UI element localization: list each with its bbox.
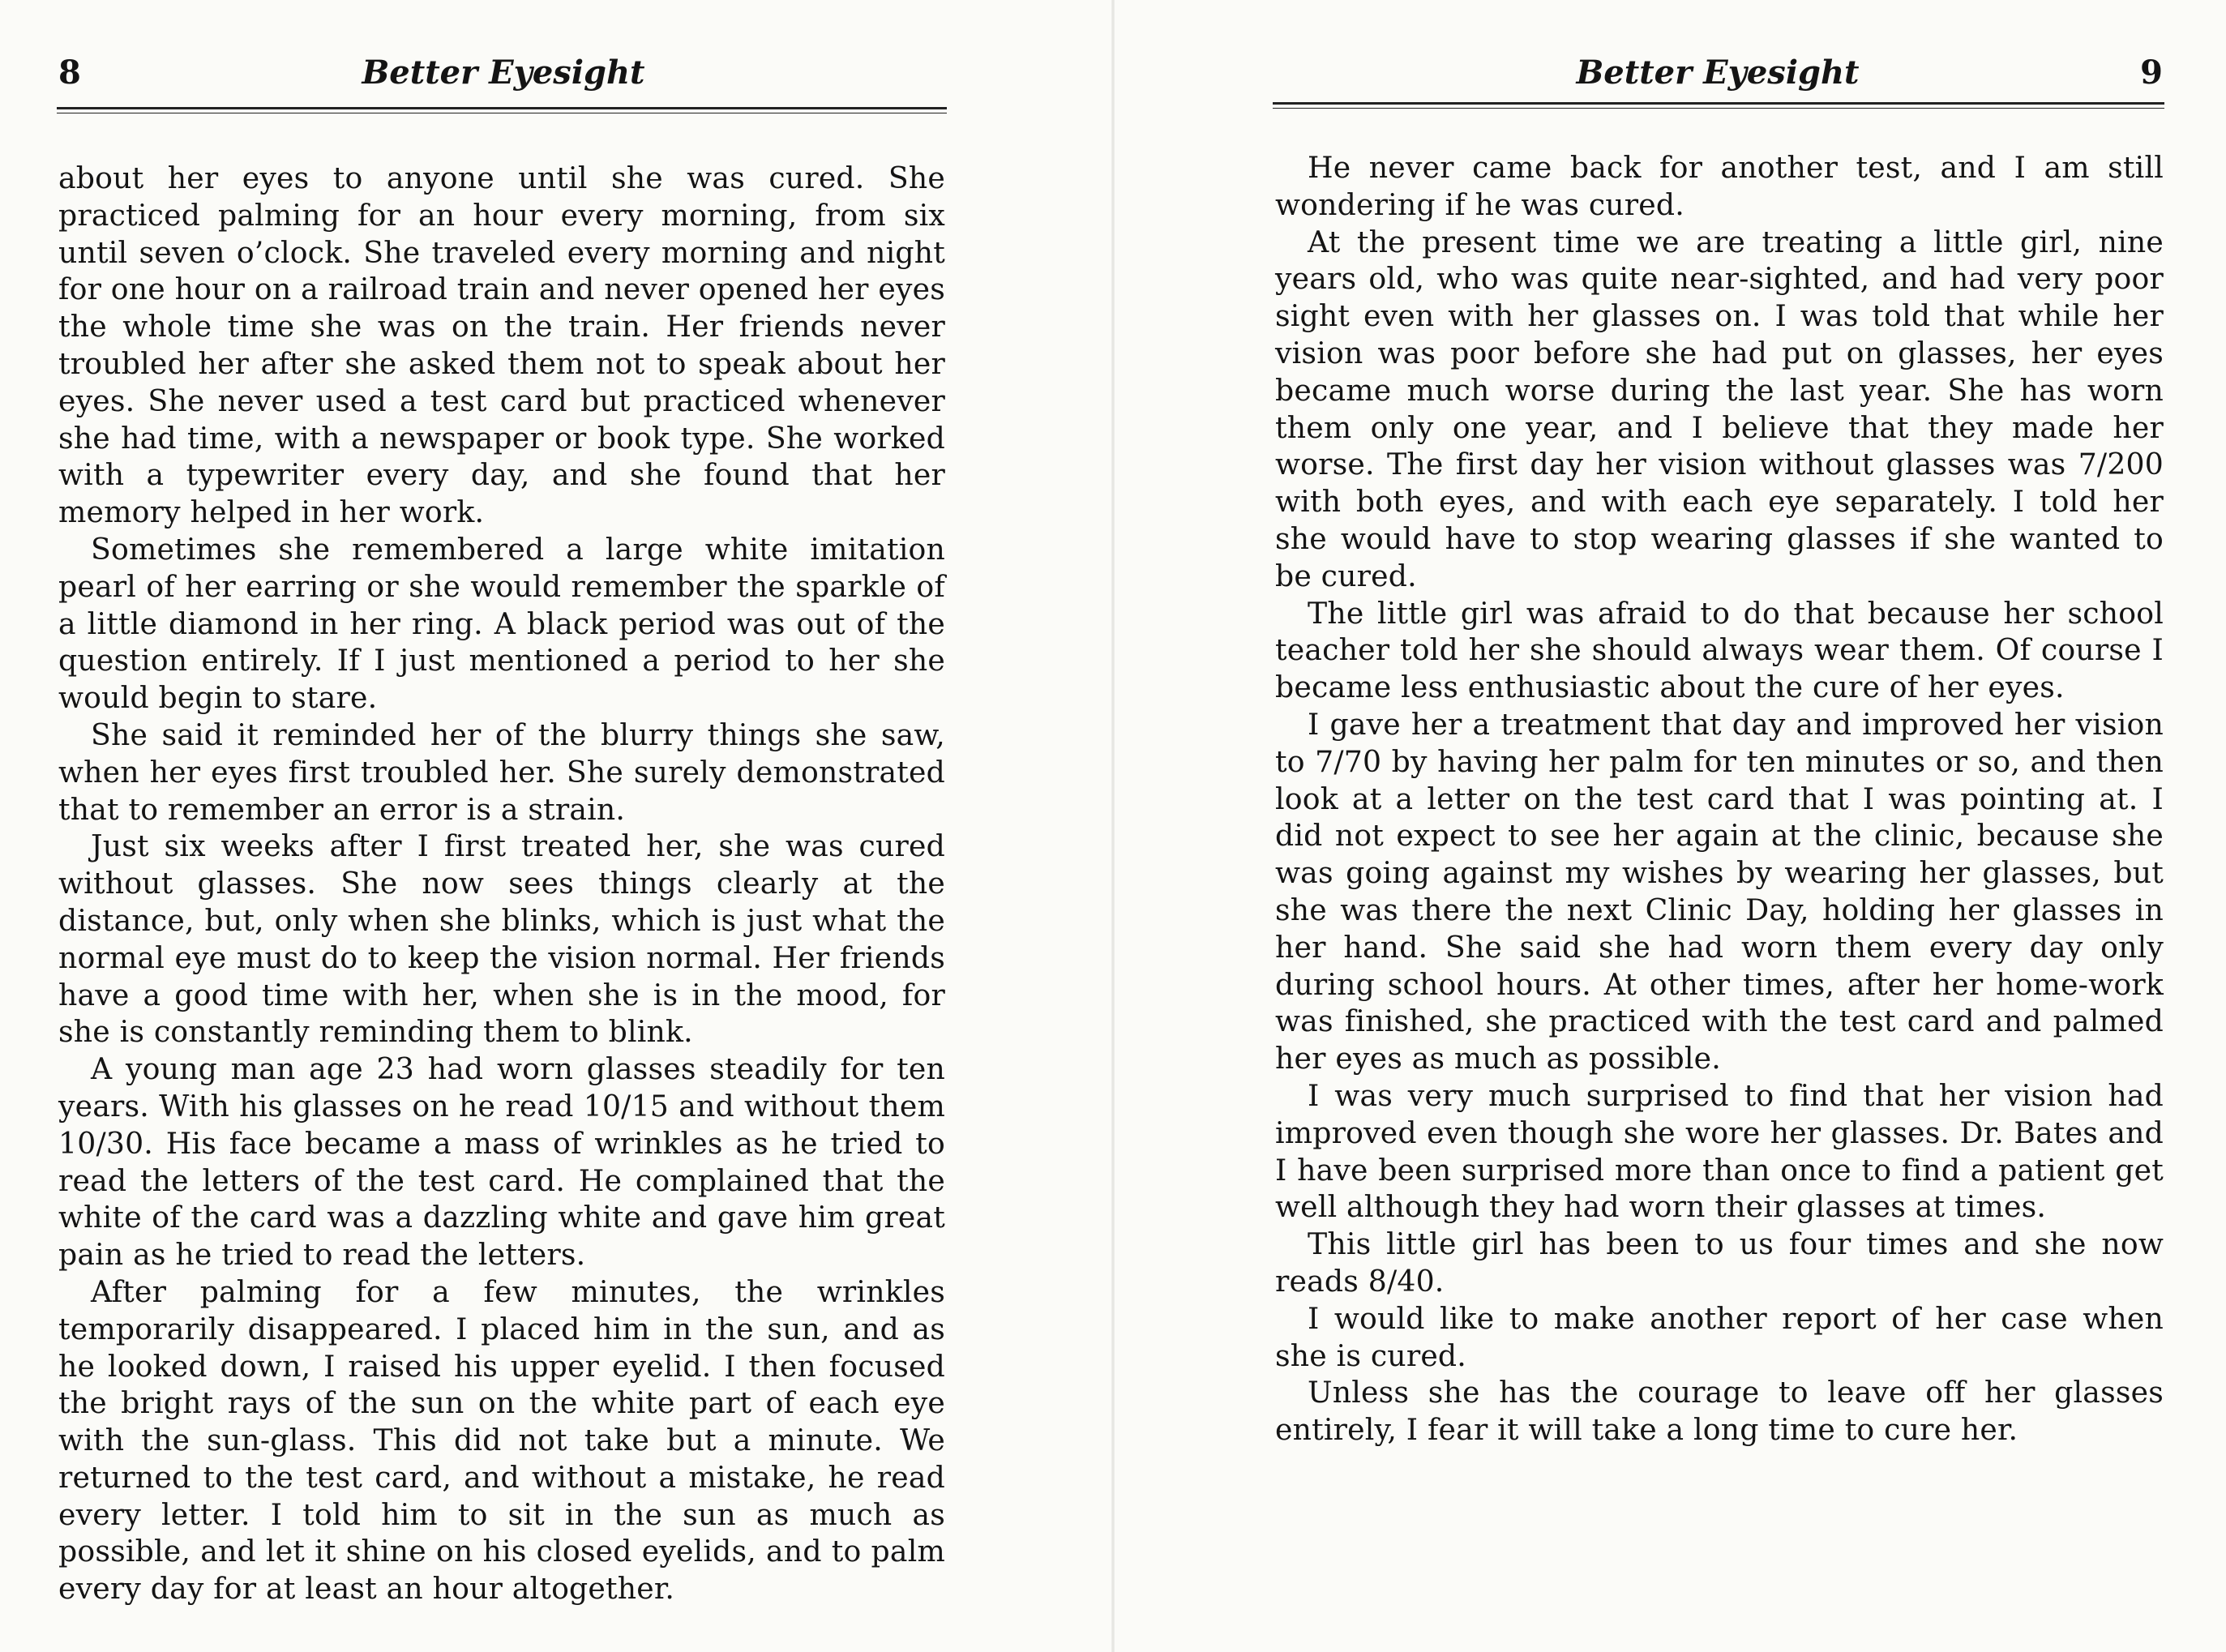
left-page-header bbox=[58, 50, 948, 107]
paragraph: Just six weeks after I first treated her, she was cured without glasses. She now sees things clearly at the distance, but, only when she blinks, which is just what the normal eye must do to keep the vision normal. Her friends have a good time with her, when she is in the mood, for she is constantly reminding them to blink. bbox=[58, 828, 945, 1050]
paragraph: The little girl was afraid to do that because her school teacher told her she should always wear them. Of course I became less enthusiastic about the cure of her eyes. bbox=[1275, 595, 2164, 705]
paragraph: He never came back for another test, and I am still wondering if he was cured. bbox=[1275, 150, 2164, 222]
header-rule bbox=[1273, 102, 2164, 109]
running-title: Better Eyesight bbox=[362, 53, 645, 92]
paragraph: I gave her a treatment that day and improved her vision to 7/70 by having her palm for ten minutes or so, and then look at a letter on the test card that I was pointing at. I did not expect to see her again at the clinic, because she was going against my wishes by wearing her glasses, but she was there the next Clinic Day, holding her glasses in her hand. She said she had worn them every day only during school hours. At other times, after her home-work was finished, she practiced with the test card and palmed her eyes as much as possible. bbox=[1275, 706, 2164, 1076]
right-page-header bbox=[1273, 50, 2163, 107]
paragraph: A young man age 23 had worn glasses steadily for ten years. With his glasses on he read 10/15 and without them 10/30. His face became a mass of wrinkles as he tried to read the letters of the test card. He complained that the white of the card was a dazzling white and gave him great pain as he tried to read the letters. bbox=[58, 1051, 945, 1273]
paragraph: I would like to make another report of her case when she is cured. bbox=[1275, 1300, 2164, 1373]
right-page-body bbox=[1275, 149, 2164, 1449]
paragraph: Sometimes she remembered a large white imitation pearl of her earring or she would remember the sparkle of a little diamond in her ring. A black period was out of the question entirely. If I just mentioned a period to her she would begin to stare. bbox=[58, 531, 945, 716]
paragraph: I was very much surprised to find that her vision had improved even though she wore her glasses. Dr. Bates and I have been surprised more than once to find a patient get well although they had worn their glasses at times. bbox=[1275, 1077, 2164, 1225]
paragraph: She said it reminded her of the blurry things she saw, when her eyes first troubled her. She surely demonstrated that to remember an error is a strain. bbox=[58, 717, 945, 827]
paragraph: Unless she has the courage to leave off her glasses entirely, I fear it will take a long time to cure her. bbox=[1275, 1375, 2164, 1448]
left-page-body bbox=[58, 160, 945, 1607]
right-page bbox=[1113, 0, 2226, 1652]
page-number: 8 bbox=[58, 53, 81, 92]
header-rule bbox=[57, 107, 947, 113]
running-title: Better Eyesight bbox=[1576, 53, 1860, 92]
paragraph: This little girl has been to us four times and she now reads 8/40. bbox=[1275, 1226, 2164, 1299]
paragraph: about her eyes to anyone until she was cured. She practiced palming for an hour every morning, from six until seven o’clock. She traveled every morning and night for one hour on a railroad train and never opened her eyes the whole time she was on the train. Her friends never troubled her after she asked them not to speak about her eyes. She never used a test card but practiced whenever she had time, with a newspaper or book type. She worked with a typewriter every day, and she found that her memory helped in her work. bbox=[58, 160, 945, 530]
paragraph: At the present time we are treating a little girl, nine years old, who was quite near-sighted, and had very poor sight even with her glasses on. I was told that while her vision was poor before she had put on glasses, her eyes became much worse during the last year. She has worn them only one year, and I believe that they made her worse. The first day her vision without glasses was 7/200 with both eyes, and with each eye separately. I told her she would have to stop wearing glasses if she wanted to be cured. bbox=[1275, 224, 2164, 593]
paragraph: After palming for a few minutes, the wrinkles temporarily disappeared. I placed him in the sun, and as he looked down, I raised his upper eyelid. I then focused the bright rays of the sun on the white part of each eye with the sun-glass. This did not take but a minute. We returned to the test card, and without a mistake, he read every letter. I told him to sit in the sun as much as possible, and let it shine on his closed eyelids, and to palm every day for at least an hour altogether. bbox=[58, 1273, 945, 1607]
page-number: 9 bbox=[2140, 53, 2163, 92]
